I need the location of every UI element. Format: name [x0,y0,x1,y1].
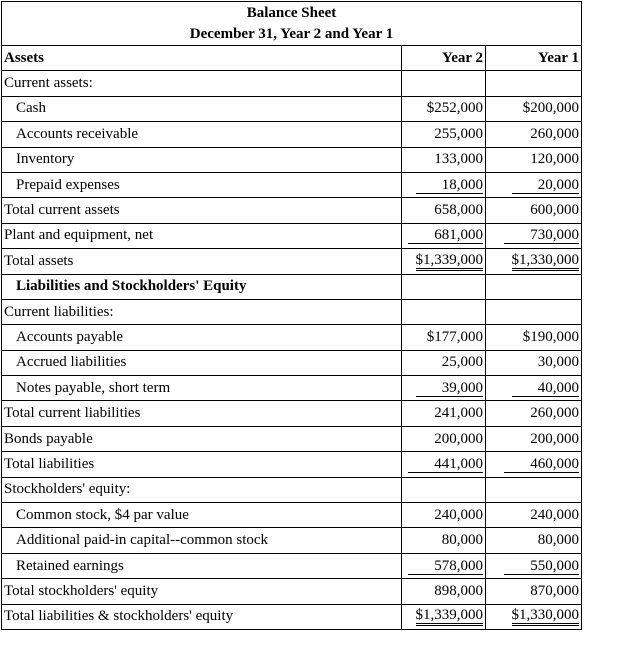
amount: 20,000 [512,178,579,194]
row-label: Inventory [2,147,402,172]
sheet-title: Balance Sheet [2,2,582,24]
row-label: Accrued liabilities [2,350,402,375]
amount: 200,000 [530,430,579,447]
amount: 260,000 [530,405,579,422]
year1-value [486,376,582,401]
table-row [2,274,582,299]
year1-value [486,477,582,502]
table-row [2,299,582,324]
year2-value [402,503,486,528]
sheet-subtitle: December 31, Year 2 and Year 1 [2,24,582,46]
year2-value [402,249,486,274]
year2-value [402,96,486,121]
year1-value [486,579,582,604]
amount: 80,000 [441,532,483,549]
table-row [2,71,582,96]
table-row [2,122,582,147]
year2-value [402,274,486,299]
row-label: Cash [2,96,402,121]
table-row [2,426,582,451]
balance-sheet [1,1,582,630]
table-row [2,401,582,426]
row-label: Additional paid-in capital--common stock [2,528,402,553]
row-label: Current liabilities: [2,299,402,324]
year2-value [402,350,486,375]
amount: $1,339,000 [416,608,484,626]
row-label: Total liabilities & stockholders' equity [2,604,402,629]
year2-value [402,401,486,426]
amount: 870,000 [530,582,579,599]
table-row [2,503,582,528]
year2-value [402,604,486,629]
amount: 18,000 [416,178,483,194]
amount: 30,000 [537,354,579,371]
table-row [2,350,582,375]
year2-value [402,122,486,147]
row-label: Bonds payable [2,426,402,451]
year2-value [402,325,486,350]
amount: 39,000 [416,381,483,397]
amount: 460,000 [504,457,579,473]
year2-header: Year 2 [402,46,486,71]
amount: 441,000 [408,457,483,473]
amount: 658,000 [434,202,483,219]
amount: $200,000 [522,100,579,117]
assets-header: Assets [2,46,402,71]
year1-value [486,604,582,629]
row-label: Total current assets [2,198,402,223]
amount: $190,000 [522,328,579,345]
row-label: Notes payable, short term [2,376,402,401]
row-label: Common stock, $4 par value [2,503,402,528]
table-row [2,452,582,477]
year1-value [486,299,582,324]
row-label: Total assets [2,249,402,274]
title-row [2,2,582,24]
amount: 898,000 [434,582,483,599]
table-row [2,172,582,197]
year1-value [486,223,582,248]
amount: 578,000 [408,559,483,575]
amount: 133,000 [434,151,483,168]
amount: $1,330,000 [512,608,580,626]
amount: 241,000 [434,405,483,422]
row-label: Total stockholders' equity [2,579,402,604]
table-row [2,96,582,121]
amount: $177,000 [426,328,483,345]
year1-value [486,172,582,197]
balance-sheet-table [1,1,582,630]
year1-value [486,350,582,375]
year2-value [402,553,486,578]
row-label: Stockholders' equity: [2,477,402,502]
year1-value [486,249,582,274]
amount: $1,339,000 [416,253,484,271]
year2-value [402,452,486,477]
amount: 240,000 [530,506,579,523]
row-label: Accounts receivable [2,122,402,147]
amount: 255,000 [434,125,483,142]
amount: 260,000 [530,125,579,142]
row-label: Total liabilities [2,452,402,477]
table-row [2,147,582,172]
column-header-row [2,46,582,71]
year2-value [402,147,486,172]
row-label: Accounts payable [2,325,402,350]
year2-value [402,477,486,502]
amount: 730,000 [504,228,579,244]
year2-value [402,426,486,451]
year2-value [402,299,486,324]
amount: 200,000 [434,430,483,447]
amount: 25,000 [441,354,483,371]
table-row [2,325,582,350]
amount: 40,000 [512,381,579,397]
year2-value [402,528,486,553]
row-label: Retained earnings [2,553,402,578]
table-row [2,477,582,502]
year1-value [486,71,582,96]
year1-value [486,503,582,528]
table-row [2,198,582,223]
year1-value [486,401,582,426]
year1-value [486,122,582,147]
year1-value [486,452,582,477]
year1-value [486,553,582,578]
row-label: Plant and equipment, net [2,223,402,248]
year1-value [486,528,582,553]
year1-header: Year 1 [486,46,582,71]
year2-value [402,376,486,401]
year1-value [486,96,582,121]
amount: 120,000 [530,151,579,168]
amount: $252,000 [426,100,483,117]
table-row [2,579,582,604]
year2-value [402,71,486,96]
table-row [2,223,582,248]
subtitle-row [2,24,582,46]
table-row [2,249,582,274]
year1-value [486,147,582,172]
table-row [2,604,582,629]
amount: 240,000 [434,506,483,523]
table-row [2,553,582,578]
row-label: Liabilities and Stockholders' Equity [2,274,402,299]
amount: $1,330,000 [512,253,580,271]
year1-value [486,274,582,299]
amount: 681,000 [408,228,483,244]
table-row [2,528,582,553]
year2-value [402,172,486,197]
amount: 80,000 [537,532,579,549]
row-label: Prepaid expenses [2,172,402,197]
year2-value [402,579,486,604]
amount: 550,000 [504,559,579,575]
year2-value [402,223,486,248]
table-row [2,376,582,401]
amount: 600,000 [530,202,579,219]
year1-value [486,325,582,350]
row-label: Total current liabilities [2,401,402,426]
year2-value [402,198,486,223]
row-label: Current assets: [2,71,402,96]
year1-value [486,198,582,223]
year1-value [486,426,582,451]
